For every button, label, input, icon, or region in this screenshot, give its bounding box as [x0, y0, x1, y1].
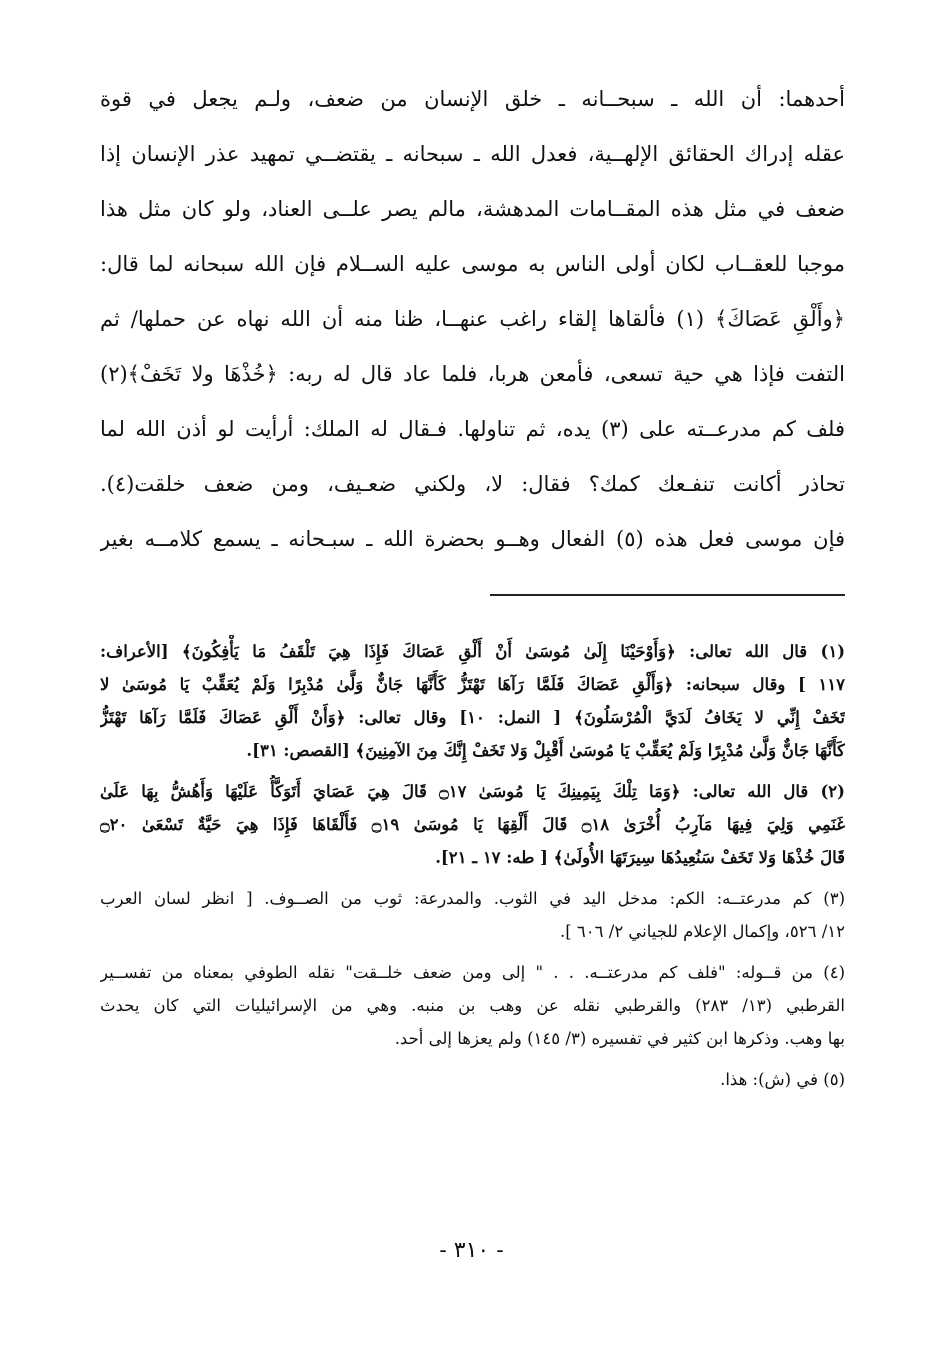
- footnote-line: بها وهب. وذكرها ابن كثير في تفسيره (٣/ ١٤٥) ولم يعزها إلى أحد.: [394, 1029, 845, 1048]
- footnote-4: [100, 956, 845, 1055]
- page-number: - ٣١٠ -: [439, 1238, 504, 1263]
- footnote-line: القرطبي (١٣/ ٢٨٣) والقرطبي نقله عن وهب بن منبه. وهي من الإسرائيليات التي كان يحدث: [100, 996, 845, 1015]
- footnote-line: (١) قال الله تعالى: ﴿وَأَوْحَيْنَا إِلَىٰ مُوسَىٰ أَنْ أَلْقِ عَصَاكَ فَإِذَا هِيَ تَلْقَفُ مَا يَأْفِكُونَ﴾ [الأعراف:: [100, 642, 845, 661]
- footnote-2: [100, 775, 845, 874]
- main-text-line: تحاذر أكانت تنفـعك كمك؟ فقال: لا، ولكني ضعـيف، ومن ضعف خلقت(٤).: [100, 472, 845, 496]
- footnote-line: (٤) من قــوله: "فلف كم مدرعتــه. . . " إلى ومن ضعف خلــقت" نقله الطوفي بمعناه من تفســير: [100, 963, 845, 982]
- footnote-3: [100, 882, 845, 948]
- main-text-line: عقله إدراك الحقائق الإلهــية، فعدل الله ـ سبحانه ـ يقتضــي تمهيد عذر الإنسان إذا: [100, 142, 845, 166]
- main-text-line: فلف كم مدرعــته على (٣) يده، ثم تناولها. فـقال له الملك: أرأيت لو أذن الله لما: [100, 417, 845, 441]
- main-text-line: أحدهما: أن الله ـ سبحــانه ـ خلق الإنسان من ضعف، ولـم يجعل في قوة: [100, 87, 845, 111]
- footnote-line: (٣) كم مدرعتــه: الكم: مدخل اليد في الثوب. والمدرعة: ثوب من الصــوف. [ انظر لسان العرب: [100, 889, 845, 908]
- footnote-line: (٥) في (ش): هذا.: [720, 1070, 845, 1089]
- footnote-line: تَخَفْ إِنِّي لا يَخَافُ لَدَيَّ الْمُرْسَلُونَ﴾ [ النمل: ١٠] وقال تعالى: ﴿وَأَنْ أَلْقِ عَصَاكَ فَلَمَّا رَآهَا تَهْتَزُّ: [100, 708, 845, 727]
- footnote-line: قَالَ خُذْهَا وَلا تَخَفْ سَنُعِيدُهَا سِيرَتَهَا الأُولَىٰ﴾ [ طه: ١٧ ـ ٢١].: [435, 848, 845, 867]
- main-text-line: ﴿وأَلْقِ عَصَاكَ﴾ (١) فألقاها إلقاء راغب عنهــا، ظنا منه أن الله نهاه عن حملها/ ثم: [100, 307, 845, 331]
- main-text-line: ضعف في مثل هذه المقــامات المدهشة، مالم يصر علــى العناد، ولو كان مثل هذا: [100, 197, 845, 221]
- footnote-line: غَنَمِي وَلِيَ فِيهَا مَآرِبُ أُخْرَىٰ ۝١٨ قَالَ أَلْقِهَا يَا مُوسَىٰ ۝١٩ فَأَلْقَاهَا فَإِذَا هِيَ حَيَّةٌ تَسْعَىٰ ۝٢٠: [100, 815, 845, 834]
- footnote-1: [100, 635, 845, 767]
- footnote-5: [100, 1063, 845, 1096]
- main-text-line: فإن موسى فعل هذه (٥) الفعال وهــو بحضرة الله ـ سبـحانه ـ يسمع كلامــه بغير: [100, 527, 845, 551]
- footnote-line: ١٢/ ٥٢٦، وإكمال الإعلام للجياني ٢/ ٦٠٦ ].: [559, 922, 845, 941]
- footnotes-block: [100, 635, 845, 1104]
- footnote-line: ١١٧ ] وقال سبحانه: ﴿وَأَلْقِ عَصَاكَ فَلَمَّا رَآهَا تَهْتَزُّ كَأَنَّهَا جَانٌّ وَلَّىٰ مُدْبِرًا وَلَمْ يُعَقِّبْ يَا مُوسَىٰ لا: [100, 675, 845, 694]
- footnote-line: (٢) قال الله تعالى: ﴿وَمَا تِلْكَ بِيَمِينِكَ يَا مُوسَىٰ ۝١٧ قَالَ هِيَ عَصَايَ أَتَوَكَّأُ عَلَيْهَا وَأَهُشُّ بِهَا عَلَىٰ: [100, 782, 845, 801]
- main-text-line: موجبا للعقــاب لكان أولى الناس به موسى عليه الســلام فإن الله سبحانه لما قال:: [100, 252, 845, 276]
- main-text-line: التفت فإذا هي حية تسعى، فأمعن هربا، فلما عاد قال له ربه: ﴿خُذْهَا ولا تَخَفْ﴾(٢): [100, 362, 845, 386]
- footnote-divider: [490, 594, 845, 596]
- main-text-block: [100, 72, 845, 567]
- footnote-line: كَأَنَّهَا جَانٌّ وَلَّىٰ مُدْبِرًا وَلَمْ يُعَقِّبْ يَا مُوسَىٰ أَقْبِلْ وَلا تَخَفْ إِنَّكَ مِنَ الآمِنِينَ﴾ [القصص: ٣١].: [246, 741, 845, 760]
